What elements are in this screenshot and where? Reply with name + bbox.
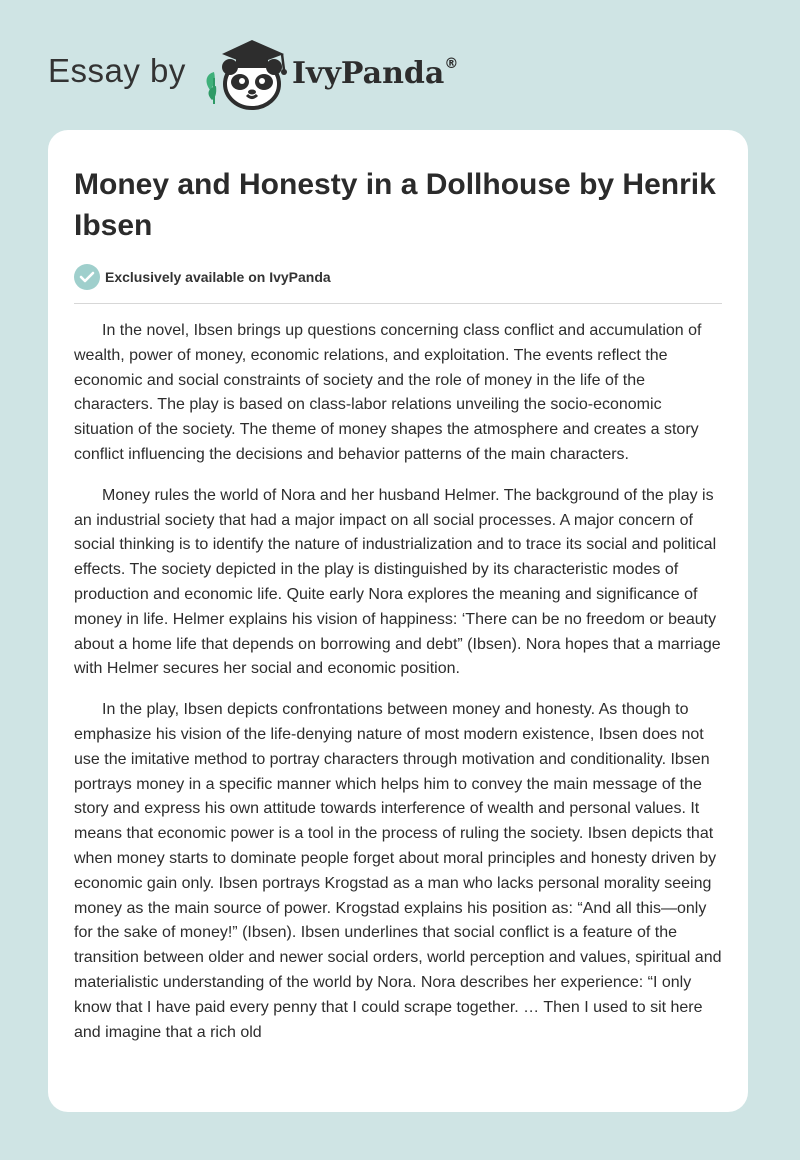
panda-logo[interactable] bbox=[200, 34, 296, 110]
paragraph: Money rules the world of Nora and her husband Helmer. The background of the play is an industrial society that had a major impact on all social processes. A major concern of social thinking is to identify the nature of industrialization and to trace its social and political effects. The society depicted in the play is distinguished by its characteristic modes of production and economic life. Quite early Nora explores the meaning and significance of money in life. Helmer explains his vision of happiness: ‘There can be no freedom or beauty about a home life that depends on borrowing and debt” (Ibsen). Nora hopes that a marriage with Helmer secures her social and economic position. bbox=[74, 486, 721, 678]
check-icon bbox=[74, 264, 100, 290]
essay-body bbox=[74, 319, 724, 1061]
site-header bbox=[48, 34, 548, 114]
paragraph: In the novel, Ibsen brings up questions concerning class conflict and accumulation of wealth, power of money, economic relations, and exploitation. The events reflect the economic and social constraints of society and the role of money in the life of the characters. The play is based on class-labor relations unveiling the socio-economic situation of the society. The theme of money shapes the atmosphere and creates a story conflict influencing the decisions and behavior patterns of the main characters. bbox=[74, 322, 702, 463]
leaf-icon bbox=[207, 72, 217, 104]
brand-name[interactable]: IvyPanda® bbox=[292, 56, 459, 91]
essay-title: Money and Honesty in a Dollhouse by Henrik Ibsen bbox=[74, 168, 716, 242]
registered-mark: ® bbox=[444, 56, 459, 72]
exclusive-label: Exclusively available on IvyPanda bbox=[105, 269, 331, 285]
divider bbox=[74, 303, 722, 304]
essay-card bbox=[48, 130, 748, 1112]
essay-by-label: Essay by bbox=[48, 52, 186, 89]
paragraph: In the play, Ibsen depicts confrontations between money and honesty. As though to emphasize his vision of the life-denying nature of most modern existence, Ibsen does not use the imitative method to portray characters through motivation and conditionality. Ibsen portrays money in a specific manner which helps him to convey the main message of the story and express his own attitude towards interference of wealth and personal values. It means that economic power is a tool in the process of ruling the society. Ibsen depicts that when money starts to dominate people forget about moral principles and honesty driven by economic gain only. Ibsen portrays Krogstad as a man who lacks personal morality seeing money as the main source of power. Krogstad explains his position as: “And all this—only for the sake of money!” (Ibsen). Ibsen underlines that social conflict is a feature of the transition between older and newer social orders, world perception and values, spiritual and materialistic understanding of the world by Nora. Nora describes her experience: “I only know that I have paid every penny that I could scrape together. … Then I used to sit here and imagine that a rich old bbox=[74, 701, 722, 1041]
